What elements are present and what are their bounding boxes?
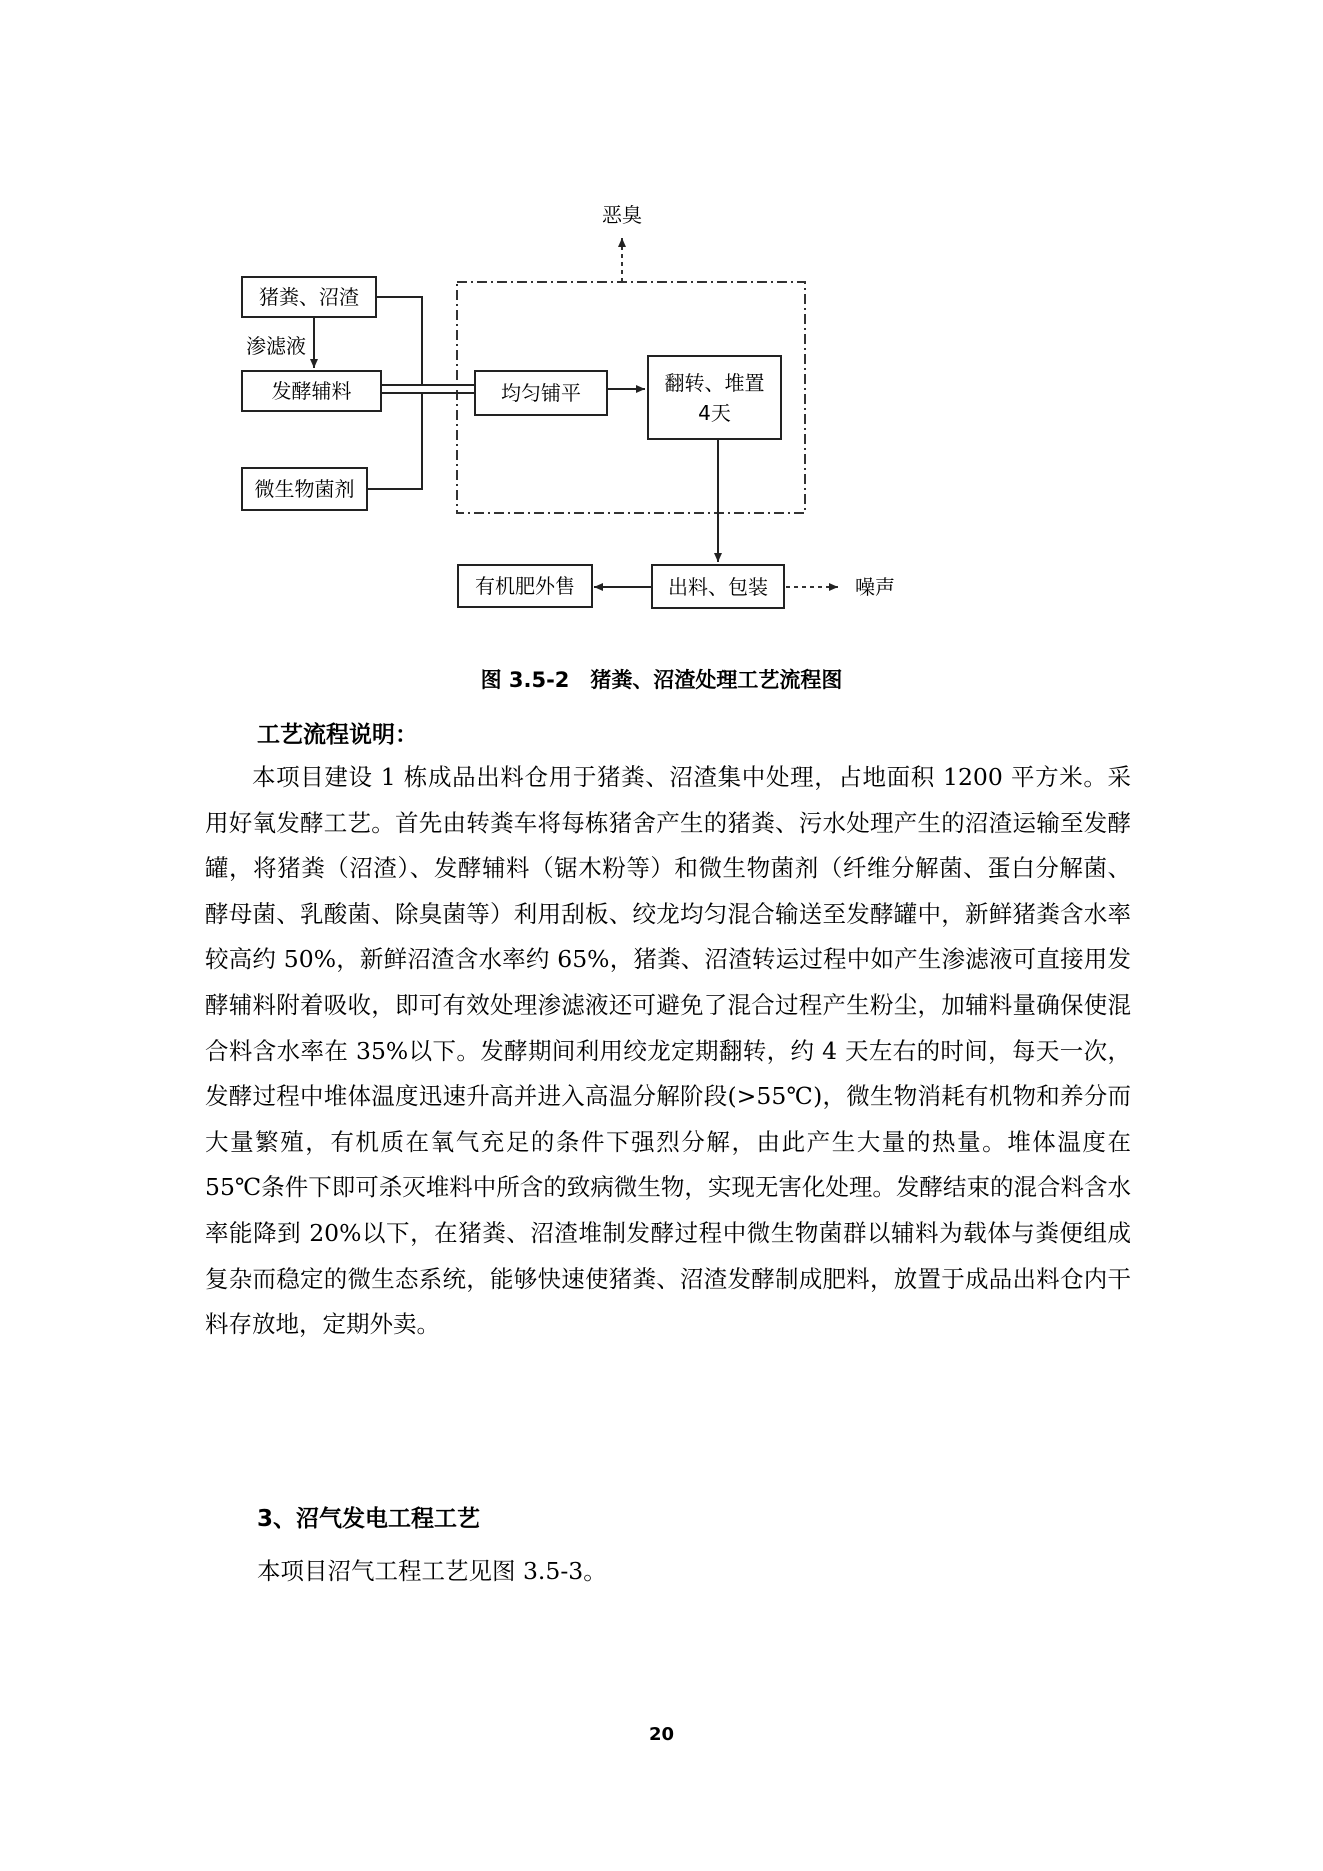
manure-connector [377,297,422,385]
process-flow-diagram [0,0,1323,640]
process-description-paragraph: 本项目建设 1 栋成品出料仓用于猪粪、沼渣集中处理，占地面积 1200 平方米。采用好氧发酵工艺。首先由转粪车将每栋猪舍产生的猪粪、污水处理产生的沼渣运输至发酵罐，将猪粪（沼渣）、发酵辅料（锯木粉等）和微生物菌剂（纤维分解菌、蛋白分解菌、酵母菌、乳酸菌、除臭菌等）利用刮板、绞龙均匀混合输送至发酵罐中，新鲜猪粪含水率较高约 50%，新鲜沼渣含水率约 65%，猪粪、沼渣转运过程中如产生渗滤液可直接用发酵辅料附着吸收，即可有效处理渗滤液还可避免了混合过程产生粉尘，加辅料量确保使混合料含水率在 35%以下。发酵期间利用绞龙定期翻转，约 4 天左右的时间，每天一次，发酵过程中堆体温度迅速升高并进入高温分解阶段(>55℃)，微生物消耗有机物和养分而大量繁殖，有机质在氧气充足的条件下强烈分解，由此产生大量的热量。堆体温度在 55℃条件下即可杀灭堆料中所含的致病微生物，实现无害化处理。发酵结束的混合料含水率能降到 20%以下，在猪粪、沼渣堆制发酵过程中微生物菌群以辅料为载体与粪便组成复杂而稳定的微生态系统，能够快速使猪粪、沼渣发酵制成肥料，放置于成品出料仓内干料存放地，定期外卖。 [205,763,1131,1339]
manure-label: 猪粪、沼渣 [259,285,359,309]
noise-label: 噪声 [855,575,895,599]
sale-label: 有机肥外售 [475,574,575,598]
microbe-label: 微生物菌剂 [254,477,355,501]
section-heading: 工艺流程说明： [257,722,418,748]
level-box [474,370,608,416]
aux-material-label: 发酵辅料 [271,379,352,403]
turn-label-line1: 翻转、堆置 [664,370,765,395]
aux-material-box [241,370,382,412]
diagram-connectors [0,0,1323,640]
microbe-box [241,467,368,511]
subsection-text: 本项目沼气工程工艺见图 3.5-3。 [257,1557,607,1585]
turn-label-line2: 4天 [698,400,731,425]
figure-caption: 图 3.5-2 猪粪、沼渣处理工艺流程图 [480,668,843,692]
manure-box [241,276,377,318]
odor-label: 恶臭 [602,203,642,227]
subsection-heading: 3、沼气发电工程工艺 [257,1506,481,1532]
sale-box [457,564,593,608]
page-number: 20 [648,1724,675,1745]
discharge-box [651,564,785,609]
level-label: 均匀铺平 [501,381,581,405]
turn-box [647,355,782,440]
discharge-label: 出料、包装 [668,574,768,599]
leachate-label: 渗滤液 [246,334,306,358]
